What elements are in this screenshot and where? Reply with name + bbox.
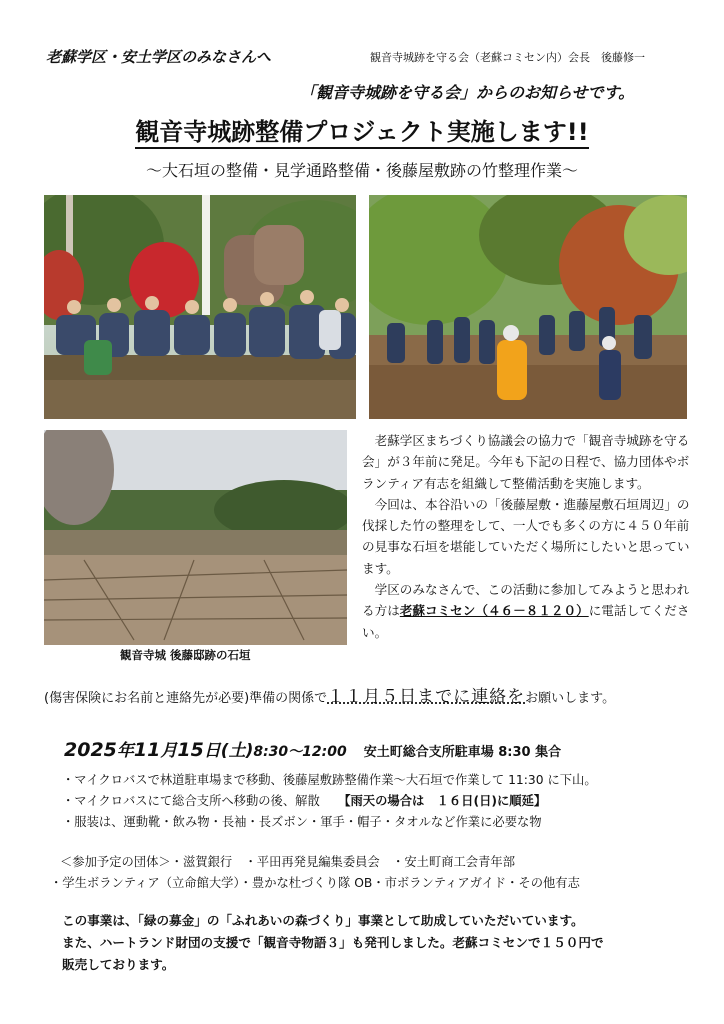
notice-line: 「観音寺城跡を守る会」からのお知らせです。 xyxy=(300,83,635,102)
sender: 観音寺城跡を守る会（老蘇コミセン内）会長 後藤修一 xyxy=(370,51,645,64)
event-time: 8:30～12:00 xyxy=(253,744,347,760)
footer-line-3: 販売しております。 xyxy=(62,957,175,972)
body-paragraph-1: 老蘇学区まちづくり協議会の協力で「観音寺城跡を守る会」が３年前に発足。今年も下記の日程で、協力団体やボランティア有志を組織して整備活動を実施します。 xyxy=(362,433,690,491)
body-paragraph-2: 今回は、本谷沿いの「後藤屋敷・進藤屋敷石垣周辺」の伐採した竹の整理をして、一人でも多くの方に４５０年前の見事な石垣を堪能していただく場所にしたいと思っています。 xyxy=(362,496,690,576)
body-p3-c: に電話してください。 xyxy=(362,603,690,640)
group-photo xyxy=(44,195,356,419)
event-year: 2025 xyxy=(64,739,117,761)
body-paragraph-3 xyxy=(362,579,690,643)
page-title xyxy=(0,112,724,147)
groups-line-1: ＜参加予定の団体＞・滋賀銀行 ・平田再発見編集委員会 ・安土町商工会青年部 xyxy=(60,855,515,869)
body-text xyxy=(362,430,690,643)
footer-note xyxy=(62,910,604,976)
schedule-item-3: ・服装は、運動靴・飲み物・長袖・長ズボン・軍手・帽子・タオルなど作業に必要な物 xyxy=(62,815,542,829)
subtitle: ～大石垣の整備・見学通路整備・後藤屋敷跡の竹整理作業～ xyxy=(145,161,578,180)
event-day: 15 xyxy=(177,739,204,761)
schedule-item-2-text: ・マイクロバスにて総合支所へ移動の後、解散 xyxy=(62,794,320,808)
deadline-post: お願いします。 xyxy=(525,691,616,706)
stone-wall-photo xyxy=(44,430,347,645)
event-gatsu: 月 xyxy=(160,741,178,761)
event-nichi: 日 xyxy=(203,741,221,761)
schedule-item-1: ・マイクロバスで林道駐車場まで移動、後藤屋敷跡整備作業～大石垣で作業して 11:30 に下山。 xyxy=(62,773,597,787)
schedule-item-2 xyxy=(62,791,597,812)
event-nen: 年 xyxy=(116,741,134,761)
event-weekday: (土) xyxy=(220,741,254,761)
photo-caption: 観音寺城 後藤邸跡の石垣 xyxy=(120,648,251,662)
schedule-list xyxy=(62,770,597,833)
rain-notice: 【雨天の場合は １６日(日)に順延】 xyxy=(344,794,547,808)
event-month: 11 xyxy=(133,739,161,761)
title-text: 観音寺城跡整備プロジェクト実施します!! xyxy=(135,118,588,149)
event-place: 安土町総合支所駐車場 8:30 集合 xyxy=(363,745,562,760)
contact-phone: 老蘇コミセン（４６－８１２０） xyxy=(399,603,589,619)
event-date xyxy=(64,736,561,761)
site-photo xyxy=(369,195,687,419)
groups-line-2: ・学生ボランティア（立命館大学）・豊かな杜づくり隊 OB・市ボランティアガイド・その他有志 xyxy=(50,876,580,890)
greeting: 老蘇学区・安土学区のみなさんへ xyxy=(46,48,271,66)
deadline-line xyxy=(44,682,615,707)
footer-line-2: また、ハートランド財団の支援で「観音寺物語３」も発刊しました。老蘇コミセンで１５０円で xyxy=(62,935,604,950)
participating-groups xyxy=(50,852,580,894)
body-p3-a: 学区のみなさんで、この活動に参加してみようと思われる方は xyxy=(362,582,690,619)
deadline-pre: (傷害保険にお名前と連絡先が必要)準備の関係で xyxy=(44,691,328,706)
footer-line-1: この事業は、「緑の募金」の「ふれあいの森づくり」事業として助成していただいています。 xyxy=(62,913,584,928)
deadline-date: １１月５日までに連絡を xyxy=(327,687,526,707)
